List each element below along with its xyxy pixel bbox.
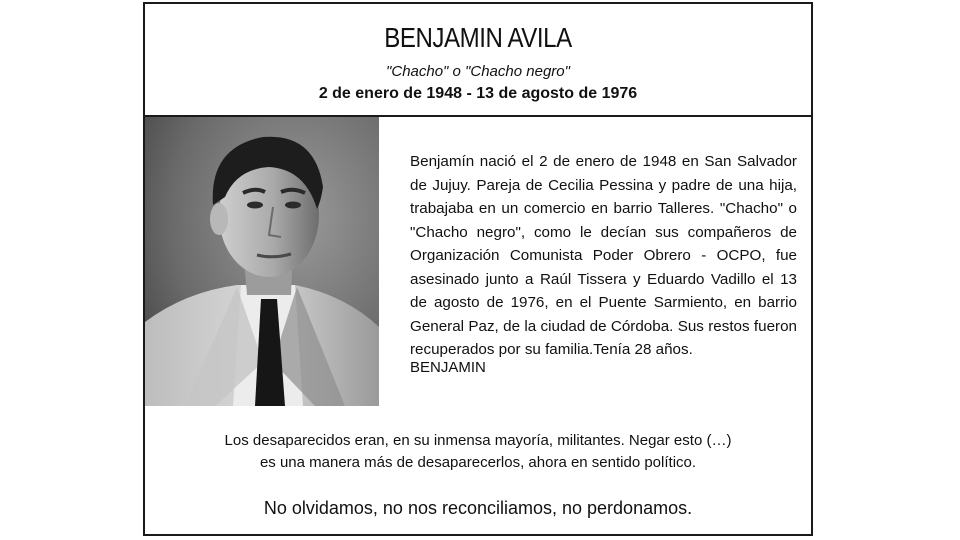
quote-line-1: Los desaparecidos eran, en su inmensa mayoría, militantes. Negar esto (…) bbox=[224, 432, 732, 449]
person-name: BENJAMIN AVILA bbox=[384, 22, 572, 53]
header bbox=[145, 4, 811, 117]
portrait-photo bbox=[145, 117, 379, 406]
life-dates: 2 de enero de 1948 - 13 de agosto de 1976 bbox=[318, 85, 638, 102]
quote-block bbox=[145, 430, 811, 474]
biography-signature: BENJAMIN bbox=[410, 359, 486, 376]
memorial-card bbox=[143, 2, 813, 536]
quote-line-2: es una manera más de desaparecerlos, ahora en sentido político. bbox=[259, 454, 697, 471]
portrait-illustration bbox=[145, 117, 379, 406]
biography-text: Benjamín nació el 2 de enero de 1948 en San Salvador de Jujuy. Pareja de Cecilia Pessina y padre de una hija, trabajaba en un comercio en barrio Talleres. "Chacho" o "Chacho negro", como le decían sus compañeros de Organización Comunista Poder Obrero - OCPO, fue asesinado junto a Raúl Tissera y Eduardo Vadillo el 13 de agosto de 1976, en el Puente Sarmiento, en barrio General Paz, de la ciudad de Córdoba. Sus restos fueron recuperados por su familia.Tenía 28 años. bbox=[410, 153, 797, 358]
person-alias: "Chacho" o "Chacho negro" bbox=[386, 63, 570, 80]
slogan: No olvidamos, no nos reconciliamos, no perdonamos. bbox=[263, 498, 693, 518]
